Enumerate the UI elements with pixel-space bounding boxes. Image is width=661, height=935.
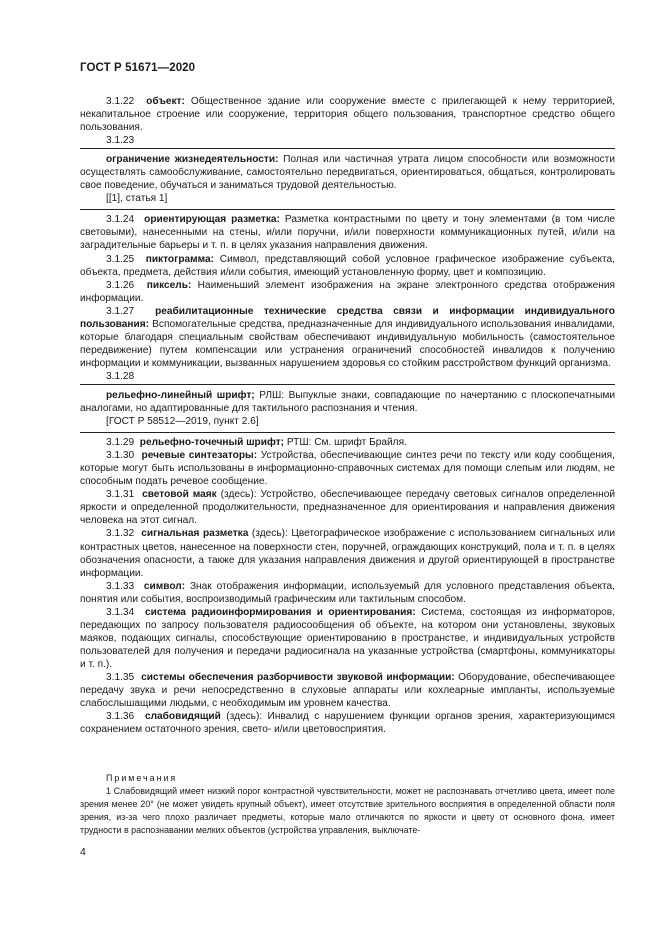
entry-term: речевые синтезаторы: (141, 450, 258, 462)
entry-text: Система, состоящая из информаторов, передающих по запросу пользователя радиосообщения об объекте, на котором они установлены, звуковых маяков, подающих сигналы, способствующие ориентированию в пространстве, и индивидуальных устройств пользователей для получения и передачи радиосигнала на указанные устройства (смартфоны, коммуникаторы и т. п.). (80, 606, 615, 670)
entry-text: Цветографическое изображение с использованием сигнальных или контрастных цветов, нанесенное на поверхности стен, поручней, ограждающих конструкций, пола и т. п. в целях обозначения опасности, а также для указания направления движения и другой ориентирующей в пространстве информации. (80, 528, 615, 579)
entry-term: рельефно-линейный шрифт; (106, 389, 255, 401)
entry-number: 3.1.31 (106, 489, 135, 501)
entry-text: См. шрифт Брайля. (311, 437, 407, 449)
entry-number: 3.1.29 (106, 437, 135, 449)
entry-3-1-30 (80, 449, 615, 488)
entry-text: Разметка контрастными по цвету и тону элементами (в том числе световыми), нанесенными на стены, и/или поручни, и/или поверхности коммуникационных путей, и/или на заградительные барьеры и т. п. в целях указания направления движения. (80, 214, 615, 252)
entry-abbreviation: (здесь): (216, 489, 257, 501)
entry-term: системы обеспечения разборчивости звуковой информации: (141, 671, 455, 683)
entry-text: Устройство, обеспечивающее передачу световых сигналов определенной яркости и определенной продолжительности, предназначенное для ориентирования и направления движения человека на этот сигнал. (80, 489, 615, 527)
entry-term: световой маяк (142, 489, 217, 501)
entry-number: 3.1.33 (106, 580, 135, 592)
entry-term: ограничение жизнедеятельности: (106, 154, 279, 166)
entry-3-1-28 (80, 389, 615, 415)
entry-3-1-23 (80, 153, 615, 192)
entry-term: сигнальная разметка (141, 528, 249, 540)
entry-3-1-36 (80, 710, 615, 736)
entry-3-1-31 (80, 488, 615, 527)
definitions-body (80, 95, 615, 736)
entry-3-1-26 (80, 279, 615, 305)
entry-abbreviation: (здесь): (248, 528, 288, 540)
entry-term: реабилитационные технические средства связи и информации индивидуального пользования: (80, 305, 615, 330)
entry-abbreviation: РЛШ: (254, 389, 285, 401)
entry-text: Устройства, обеспечивающие синтез речи по тексту или коду сообщения, которые могут быть использованы в информационно-справочных системах для помощи слепым или людям, не способным подать речевое сообщение. (80, 450, 615, 488)
entry-number: 3.1.24 (106, 214, 135, 226)
entry-term: пиксель: (146, 279, 192, 291)
entry-3-1-28-number: 3.1.28 (106, 370, 135, 382)
entry-3-1-22 (80, 95, 615, 134)
entry-term: символ: (143, 580, 186, 592)
entry-term: система радиоинформирования и ориентирования: (145, 606, 416, 618)
entry-3-1-27 (80, 305, 615, 370)
entry-text: Символ, представляющий собой условное графическое изображение субъекта, объекта, предмета, действия и/или события, имеющий установленную форму, цвет и композицию. (80, 253, 615, 278)
source-reference: [ГОСТ Р 58512—2019, пункт 2.6] (106, 416, 259, 428)
entry-text: Наименьший элемент изображения на экране электронного средства отображения информации. (80, 279, 615, 304)
entry-term: ориентирующая разметка: (144, 214, 280, 226)
entry-3-1-34 (80, 606, 615, 671)
source-reference: [[1], статья 1] (106, 193, 168, 205)
entry-number: 3.1.25 (106, 253, 135, 265)
entry-3-1-23-number: 3.1.23 (106, 135, 135, 147)
notes-title: Примечания (106, 773, 178, 783)
entry-text: Инвалид с нарушением функции органов зрения, характеризующимся сохранением остаточного зрения, свето- и/или цветовосприятия. (80, 711, 615, 736)
entry-3-1-24 (80, 213, 615, 252)
entry-3-1-35 (80, 671, 615, 710)
entry-text: Оборудование, обеспечивающее передачу звука и речи непосредственно в слуховые аппараты или кохлеарные импланты, используемые слабослышащими людьми, с необходимым им уровнем качества. (80, 671, 615, 710)
entry-term: слабовидящий (144, 711, 221, 723)
entry-3-1-29 (80, 436, 615, 449)
entry-3-1-33 (80, 580, 615, 606)
entry-text: Полная или частичная утрата лицом способности или возможности осуществлять самообслуживание, самостоятельно передвигаться, ориентироваться, общаться, контролировать свое поведение, обучаться и заниматься трудовой деятельностью. (80, 154, 615, 192)
entry-term: объект: (146, 96, 185, 107)
entry-text: Общественное здание или сооружение вместе с прилегающей к нему территорией, некапитальное строение или сооружение, территория общего пользования, транспортное средство общего пользования. (80, 96, 615, 134)
entry-number: 3.1.34 (106, 606, 135, 618)
entry-number: 3.1.22 (106, 96, 135, 107)
entry-term: рельефно-точечный шрифт; (139, 437, 285, 449)
entry-text: Знак отображения информации, используемый для условного представления объекта, понятия или события, воспроизводимый графическим или тактильным способом. (80, 580, 615, 605)
entry-number: 3.1.36 (106, 711, 135, 723)
entry-abbreviation: РТШ: (284, 437, 312, 449)
quoted-definition-box (80, 148, 615, 210)
entry-term: пиктограмма: (145, 253, 215, 265)
page-number: 4 (80, 846, 86, 858)
entry-number: 3.1.35 (106, 671, 135, 683)
entry-3-1-32 (80, 527, 615, 579)
notes-section (80, 772, 615, 837)
entry-number: 3.1.27 (106, 305, 135, 317)
entry-text: Вспомогательные средства, предназначенные для индивидуального использования инвалидами, которые благодаря специальным свойствам обеспечивают индивидуальную мобильность (самостоятельное передвижение) путем компенсации или устранения ограничений способностей инвалидов к получению информации и коммуникации, вызванных нарушением здоровья со стойким расстройством функций организма. (80, 318, 615, 369)
document-header: ГОСТ Р 51671—2020 (80, 62, 196, 74)
note-item-1: 1 Слабовидящий имеет низкий порог контрастной чувствительности, может не распознавать отчетливо цвета, имеет поле зрения менее 20° (не может увидеть крупный объект), имеет отсутствие зрительного восприятия в определенной области поля зрения, из-за чего плохо различает предметы, которые мало отличаются по яркости и цвету от основного фона, имеет трудности в распознавании мелких объектов (устройства управления, выключате- (80, 785, 615, 835)
entry-number: 3.1.26 (106, 279, 135, 291)
entry-abbreviation: (здесь): (220, 711, 263, 723)
entry-3-1-25 (80, 253, 615, 279)
entry-number: 3.1.32 (106, 528, 135, 540)
entry-text: Выпуклые знаки, совпадающие по начертанию с плоскопечатными аналогами, но адаптированные для тактильного распознания и чтения. (80, 389, 616, 415)
entry-number: 3.1.30 (106, 450, 135, 462)
quoted-definition-box (80, 384, 615, 433)
